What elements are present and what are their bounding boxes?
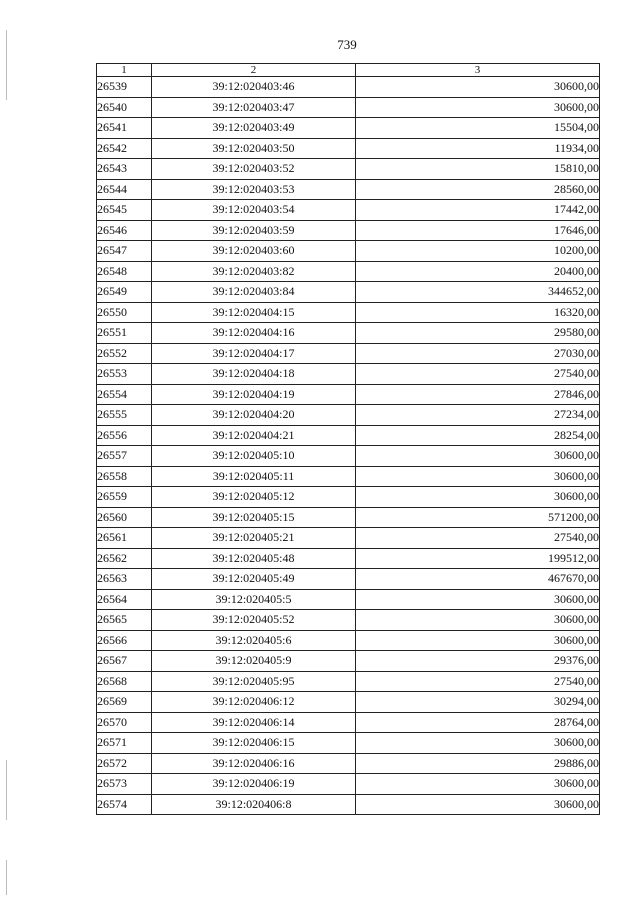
value-cell: 28560,00 (356, 179, 600, 200)
row-number-cell: 26539 (97, 77, 152, 98)
cadastral-number-cell: 39:12:020405:52 (152, 610, 356, 631)
row-number-cell: 26562 (97, 548, 152, 569)
table-row (97, 651, 600, 672)
table-row (97, 200, 600, 221)
value-cell: 11934,00 (356, 138, 600, 159)
table-body (97, 77, 600, 815)
column-header-2: 2 (152, 64, 356, 77)
table-row (97, 282, 600, 303)
value-cell: 30600,00 (356, 466, 600, 487)
cadastral-number-cell: 39:12:020405:10 (152, 446, 356, 467)
row-number-cell: 26551 (97, 323, 152, 344)
row-number-cell: 26560 (97, 507, 152, 528)
cadastral-number-cell: 39:12:020403:54 (152, 200, 356, 221)
cadastral-number-cell: 39:12:020403:49 (152, 118, 356, 139)
cadastral-number-cell: 39:12:020405:9 (152, 651, 356, 672)
row-number-cell: 26574 (97, 794, 152, 815)
row-number-cell: 26549 (97, 282, 152, 303)
table-row (97, 446, 600, 467)
column-header-3: 3 (356, 64, 600, 77)
row-number-cell: 26550 (97, 302, 152, 323)
value-cell: 30600,00 (356, 97, 600, 118)
cadastral-number-cell: 39:12:020404:19 (152, 384, 356, 405)
value-cell: 199512,00 (356, 548, 600, 569)
value-cell: 30600,00 (356, 610, 600, 631)
value-cell: 28764,00 (356, 712, 600, 733)
cadastral-number-cell: 39:12:020405:15 (152, 507, 356, 528)
cadastral-number-cell: 39:12:020403:84 (152, 282, 356, 303)
page-number: 739 (337, 37, 357, 52)
table-row (97, 241, 600, 262)
cadastral-number-cell: 39:12:020404:16 (152, 323, 356, 344)
cadastral-number-cell: 39:12:020404:21 (152, 425, 356, 446)
table-row (97, 384, 600, 405)
row-number-cell: 26570 (97, 712, 152, 733)
table-row (97, 425, 600, 446)
scan-margin-mark (6, 760, 7, 820)
table-row (97, 712, 600, 733)
cadastral-number-cell: 39:12:020405:11 (152, 466, 356, 487)
row-number-cell: 26545 (97, 200, 152, 221)
value-cell: 30600,00 (356, 794, 600, 815)
table-row (97, 323, 600, 344)
row-number-cell: 26558 (97, 466, 152, 487)
row-number-cell: 26548 (97, 261, 152, 282)
table-row (97, 405, 600, 426)
table-row (97, 589, 600, 610)
cadastral-number-cell: 39:12:020406:19 (152, 774, 356, 795)
row-number-cell: 26566 (97, 630, 152, 651)
cadastral-number-cell: 39:12:020406:8 (152, 794, 356, 815)
table-row (97, 610, 600, 631)
value-cell: 20400,00 (356, 261, 600, 282)
row-number-cell: 26553 (97, 364, 152, 385)
cadastral-number-cell: 39:12:020403:53 (152, 179, 356, 200)
table-row (97, 302, 600, 323)
cadastral-number-cell: 39:12:020404:17 (152, 343, 356, 364)
value-cell: 29376,00 (356, 651, 600, 672)
row-number-cell: 26552 (97, 343, 152, 364)
row-number-cell: 26554 (97, 384, 152, 405)
value-cell: 30600,00 (356, 589, 600, 610)
cadastral-number-cell: 39:12:020403:82 (152, 261, 356, 282)
value-cell: 344652,00 (356, 282, 600, 303)
table-row (97, 733, 600, 754)
table-row (97, 77, 600, 98)
value-cell: 30600,00 (356, 487, 600, 508)
row-number-cell: 26571 (97, 733, 152, 754)
table-row (97, 692, 600, 713)
scan-margin-mark (6, 860, 7, 895)
cadastral-number-cell: 39:12:020405:49 (152, 569, 356, 590)
cadastral-number-cell: 39:12:020406:16 (152, 753, 356, 774)
table-row (97, 528, 600, 549)
cadastral-number-cell: 39:12:020405:12 (152, 487, 356, 508)
cadastral-number-cell: 39:12:020403:52 (152, 159, 356, 180)
cadastral-number-cell: 39:12:020406:14 (152, 712, 356, 733)
table-row (97, 220, 600, 241)
row-number-cell: 26546 (97, 220, 152, 241)
cadastral-number-cell: 39:12:020404:15 (152, 302, 356, 323)
row-number-cell: 26569 (97, 692, 152, 713)
value-cell: 15504,00 (356, 118, 600, 139)
value-cell: 27030,00 (356, 343, 600, 364)
row-number-cell: 26555 (97, 405, 152, 426)
column-header-1: 1 (97, 64, 152, 77)
table-row (97, 487, 600, 508)
row-number-cell: 26565 (97, 610, 152, 631)
table-row (97, 466, 600, 487)
cadastral-number-cell: 39:12:020405:21 (152, 528, 356, 549)
value-cell: 29580,00 (356, 323, 600, 344)
cadastral-number-cell: 39:12:020403:59 (152, 220, 356, 241)
table-row (97, 343, 600, 364)
row-number-cell: 26541 (97, 118, 152, 139)
table-row (97, 794, 600, 815)
cadastral-number-cell: 39:12:020405:48 (152, 548, 356, 569)
value-cell: 27234,00 (356, 405, 600, 426)
value-cell: 16320,00 (356, 302, 600, 323)
cadastral-number-cell: 39:12:020403:47 (152, 97, 356, 118)
table-row (97, 364, 600, 385)
row-number-cell: 26540 (97, 97, 152, 118)
table-row (97, 630, 600, 651)
value-cell: 27846,00 (356, 384, 600, 405)
value-cell: 27540,00 (356, 528, 600, 549)
row-number-cell: 26544 (97, 179, 152, 200)
value-cell: 467670,00 (356, 569, 600, 590)
cadastral-number-cell: 39:12:020406:12 (152, 692, 356, 713)
cadastral-number-cell: 39:12:020405:6 (152, 630, 356, 651)
row-number-cell: 26542 (97, 138, 152, 159)
value-cell: 15810,00 (356, 159, 600, 180)
table-header (97, 64, 600, 77)
row-number-cell: 26547 (97, 241, 152, 262)
row-number-cell: 26568 (97, 671, 152, 692)
table-row (97, 138, 600, 159)
cadastral-number-cell: 39:12:020403:50 (152, 138, 356, 159)
cadastral-number-cell: 39:12:020405:5 (152, 589, 356, 610)
row-number-cell: 26564 (97, 589, 152, 610)
cadastral-number-cell: 39:12:020406:15 (152, 733, 356, 754)
row-number-cell: 26556 (97, 425, 152, 446)
value-cell: 10200,00 (356, 241, 600, 262)
value-cell: 30600,00 (356, 77, 600, 98)
header-row (97, 64, 600, 77)
table-row (97, 118, 600, 139)
value-cell: 29886,00 (356, 753, 600, 774)
value-cell: 30600,00 (356, 630, 600, 651)
table-row (97, 548, 600, 569)
row-number-cell: 26559 (97, 487, 152, 508)
table-row (97, 569, 600, 590)
row-number-cell: 26573 (97, 774, 152, 795)
table-row (97, 97, 600, 118)
row-number-cell: 26567 (97, 651, 152, 672)
registry-table (96, 63, 600, 815)
table-row (97, 261, 600, 282)
row-number-cell: 26563 (97, 569, 152, 590)
table-row (97, 159, 600, 180)
value-cell: 30294,00 (356, 692, 600, 713)
cadastral-number-cell: 39:12:020404:20 (152, 405, 356, 426)
value-cell: 27540,00 (356, 671, 600, 692)
table-row (97, 774, 600, 795)
cadastral-number-cell: 39:12:020403:46 (152, 77, 356, 98)
value-cell: 30600,00 (356, 446, 600, 467)
cadastral-number-cell: 39:12:020404:18 (152, 364, 356, 385)
value-cell: 571200,00 (356, 507, 600, 528)
row-number-cell: 26557 (97, 446, 152, 467)
row-number-cell: 26543 (97, 159, 152, 180)
value-cell: 17442,00 (356, 200, 600, 221)
row-number-cell: 26561 (97, 528, 152, 549)
table-row (97, 507, 600, 528)
value-cell: 28254,00 (356, 425, 600, 446)
value-cell: 17646,00 (356, 220, 600, 241)
scan-margin-mark (6, 30, 7, 100)
table-row (97, 179, 600, 200)
value-cell: 30600,00 (356, 733, 600, 754)
cadastral-number-cell: 39:12:020405:95 (152, 671, 356, 692)
row-number-cell: 26572 (97, 753, 152, 774)
table-row (97, 671, 600, 692)
cadastral-number-cell: 39:12:020403:60 (152, 241, 356, 262)
table-row (97, 753, 600, 774)
value-cell: 27540,00 (356, 364, 600, 385)
value-cell: 30600,00 (356, 774, 600, 795)
